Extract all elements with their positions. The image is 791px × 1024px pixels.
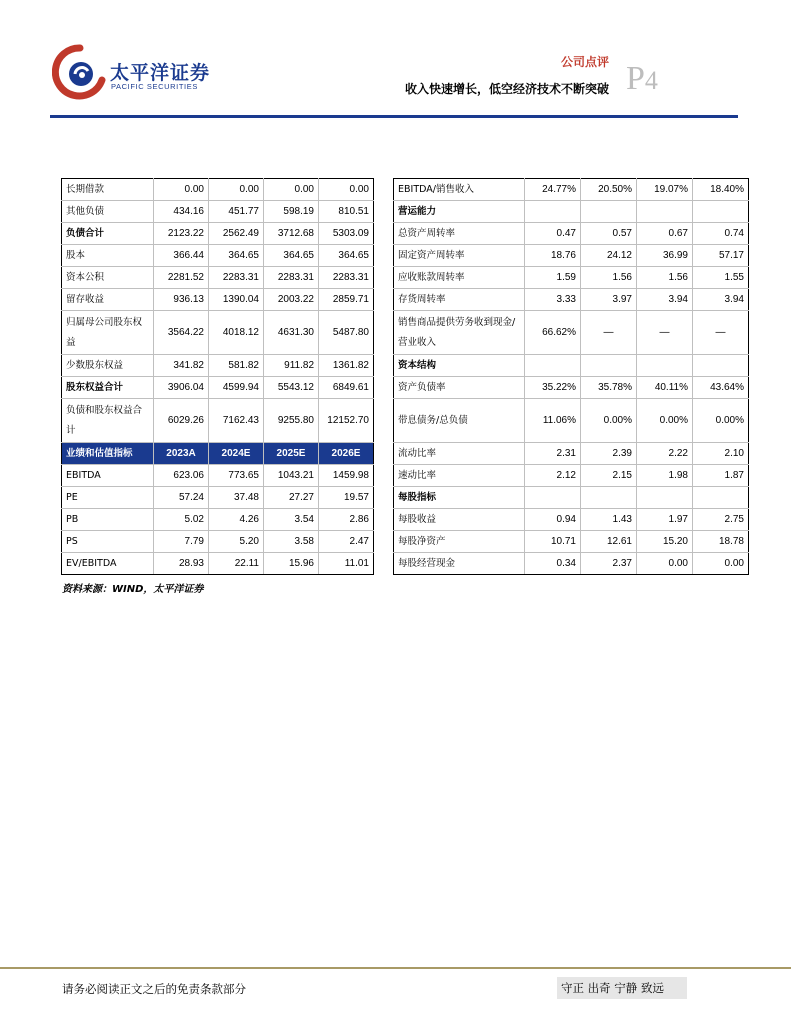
row-value: 18.78 xyxy=(693,531,749,553)
row-value: 5.20 xyxy=(209,531,264,553)
table-row xyxy=(394,355,749,377)
row-label: 每股收益 xyxy=(394,509,525,531)
row-value: 0.00 xyxy=(693,553,749,575)
row-value: 0.00 xyxy=(209,179,264,201)
row-value: 3712.68 xyxy=(264,223,319,245)
row-value: 1.43 xyxy=(581,509,637,531)
row-label: EV/EBITDA xyxy=(62,553,154,575)
row-value: 1.98 xyxy=(637,465,693,487)
row-value: 0.67 xyxy=(637,223,693,245)
row-value xyxy=(581,201,637,223)
row-value: 3.58 xyxy=(264,531,319,553)
row-value: 0.00% xyxy=(581,399,637,443)
table-row xyxy=(394,509,749,531)
row-value xyxy=(693,201,749,223)
row-label: 存货周转率 xyxy=(394,289,525,311)
table-row xyxy=(62,179,374,201)
row-value: 24.77% xyxy=(525,179,581,201)
row-value: 0.47 xyxy=(525,223,581,245)
page-number-value: 4 xyxy=(644,66,658,95)
report-type: 公司点评 xyxy=(560,55,609,69)
row-value: 2024E xyxy=(209,443,264,465)
table-row xyxy=(62,553,374,575)
row-value: 911.82 xyxy=(264,355,319,377)
row-value: 2.31 xyxy=(525,443,581,465)
row-value: 2.22 xyxy=(637,443,693,465)
row-value: 0.00% xyxy=(693,399,749,443)
row-value: — xyxy=(581,311,637,355)
row-label: PE xyxy=(62,487,154,509)
row-value: 0.00 xyxy=(319,179,374,201)
row-value: 1.97 xyxy=(637,509,693,531)
left-financial-table xyxy=(61,178,374,575)
row-value: 18.40% xyxy=(693,179,749,201)
row-value: 5543.12 xyxy=(264,377,319,399)
row-value: 2026E xyxy=(319,443,374,465)
row-value: 4.26 xyxy=(209,509,264,531)
table-row xyxy=(394,201,749,223)
row-value: 19.07% xyxy=(637,179,693,201)
row-value xyxy=(693,355,749,377)
table-row xyxy=(394,443,749,465)
table-row xyxy=(62,355,374,377)
row-label: 每股指标 xyxy=(394,487,525,509)
table-row xyxy=(62,443,374,465)
page-prefix: P xyxy=(626,60,645,97)
table-row xyxy=(62,245,374,267)
row-value: 2003.22 xyxy=(264,289,319,311)
row-value xyxy=(581,487,637,509)
row-value: 7.79 xyxy=(154,531,209,553)
row-value: 341.82 xyxy=(154,355,209,377)
row-value: 581.82 xyxy=(209,355,264,377)
row-value: 2023A xyxy=(154,443,209,465)
table-row xyxy=(394,465,749,487)
table-row xyxy=(394,399,749,443)
table-row xyxy=(62,311,374,355)
page-number xyxy=(626,62,658,96)
row-label: 负债合计 xyxy=(62,223,154,245)
row-label: 销售商品提供劳务收到现金/营业收入 xyxy=(394,311,525,355)
table-row xyxy=(394,377,749,399)
row-value: 2283.31 xyxy=(319,267,374,289)
row-value: 43.64% xyxy=(693,377,749,399)
row-value xyxy=(693,487,749,509)
row-value: 364.65 xyxy=(209,245,264,267)
row-label: 资本公积 xyxy=(62,267,154,289)
table-row xyxy=(394,179,749,201)
row-value: 2.15 xyxy=(581,465,637,487)
row-value: 364.65 xyxy=(319,245,374,267)
row-value: 598.19 xyxy=(264,201,319,223)
row-value: 2.75 xyxy=(693,509,749,531)
row-label: 流动比率 xyxy=(394,443,525,465)
row-value: 3.54 xyxy=(264,509,319,531)
table-row xyxy=(394,311,749,355)
row-label: 股本 xyxy=(62,245,154,267)
row-value: 0.34 xyxy=(525,553,581,575)
row-value: 936.13 xyxy=(154,289,209,311)
data-source-note: 资料来源：WIND，太平洋证券 xyxy=(62,584,204,595)
row-value: 1.87 xyxy=(693,465,749,487)
row-label: 其他负债 xyxy=(62,201,154,223)
row-value: 40.11% xyxy=(637,377,693,399)
row-value xyxy=(637,355,693,377)
row-value: 5303.09 xyxy=(319,223,374,245)
row-value: 9255.80 xyxy=(264,399,319,443)
row-value: 3.97 xyxy=(581,289,637,311)
row-value: 623.06 xyxy=(154,465,209,487)
row-value: 19.57 xyxy=(319,487,374,509)
row-value: 0.00 xyxy=(637,553,693,575)
row-value: 10.71 xyxy=(525,531,581,553)
row-label: 长期借款 xyxy=(62,179,154,201)
table-row xyxy=(62,223,374,245)
right-financial-table xyxy=(393,178,749,575)
row-value: 5.02 xyxy=(154,509,209,531)
row-label: EBITDA/销售收入 xyxy=(394,179,525,201)
row-value xyxy=(637,487,693,509)
row-value: 434.16 xyxy=(154,201,209,223)
company-motto: 守正 出奇 宁静 致远 xyxy=(557,977,687,999)
row-value: 810.51 xyxy=(319,201,374,223)
row-value: 0.00% xyxy=(637,399,693,443)
row-value: 0.94 xyxy=(525,509,581,531)
row-value: 0.74 xyxy=(693,223,749,245)
row-value: 6849.61 xyxy=(319,377,374,399)
row-value: 2.86 xyxy=(319,509,374,531)
row-value: 35.78% xyxy=(581,377,637,399)
row-label: 留存收益 xyxy=(62,289,154,311)
table-row xyxy=(62,399,374,443)
row-label: 固定资产周转率 xyxy=(394,245,525,267)
row-value: 2562.49 xyxy=(209,223,264,245)
row-label: 股东权益合计 xyxy=(62,377,154,399)
logo-text-en: PACIFIC SECURITIES xyxy=(111,82,198,91)
row-value: 12152.70 xyxy=(319,399,374,443)
row-value: — xyxy=(637,311,693,355)
row-label: EBITDA xyxy=(62,465,154,487)
row-value: 2859.71 xyxy=(319,289,374,311)
row-value: 11.01 xyxy=(319,553,374,575)
row-value: 364.65 xyxy=(264,245,319,267)
table-row xyxy=(394,289,749,311)
row-value: 4018.12 xyxy=(209,311,264,355)
row-value: 2283.31 xyxy=(209,267,264,289)
row-value: 37.48 xyxy=(209,487,264,509)
row-value: 2.47 xyxy=(319,531,374,553)
row-label: 总资产周转率 xyxy=(394,223,525,245)
row-value: 2.10 xyxy=(693,443,749,465)
row-value: 3.94 xyxy=(693,289,749,311)
row-value: 1459.98 xyxy=(319,465,374,487)
row-value: 2.37 xyxy=(581,553,637,575)
table-row xyxy=(394,487,749,509)
table-row xyxy=(394,223,749,245)
row-value: 0.00 xyxy=(154,179,209,201)
row-label: 少数股东权益 xyxy=(62,355,154,377)
row-value: 12.61 xyxy=(581,531,637,553)
row-value: 4599.94 xyxy=(209,377,264,399)
row-value: 6029.26 xyxy=(154,399,209,443)
row-label: PS xyxy=(62,531,154,553)
row-value: 3.94 xyxy=(637,289,693,311)
row-label: 营运能力 xyxy=(394,201,525,223)
company-logo xyxy=(52,44,211,104)
table-row xyxy=(394,245,749,267)
row-value: 0.00 xyxy=(264,179,319,201)
row-value: 1043.21 xyxy=(264,465,319,487)
row-value: 35.22% xyxy=(525,377,581,399)
row-value: 366.44 xyxy=(154,245,209,267)
row-label: 应收账款周转率 xyxy=(394,267,525,289)
row-value: 2281.52 xyxy=(154,267,209,289)
row-value: 11.06% xyxy=(525,399,581,443)
table-row xyxy=(62,509,374,531)
disclaimer-text: 请务必阅读正文之后的免责条款部分 xyxy=(62,982,246,996)
row-value: 28.93 xyxy=(154,553,209,575)
table-row xyxy=(62,289,374,311)
table-row xyxy=(394,267,749,289)
table-row xyxy=(62,487,374,509)
row-label: 带息债务/总负债 xyxy=(394,399,525,443)
row-value: 3906.04 xyxy=(154,377,209,399)
row-value: 4631.30 xyxy=(264,311,319,355)
row-label: 归属母公司股东权益 xyxy=(62,311,154,355)
footer-divider xyxy=(0,967,791,969)
row-value: 18.76 xyxy=(525,245,581,267)
table-row xyxy=(394,553,749,575)
row-value: 15.20 xyxy=(637,531,693,553)
row-value: 20.50% xyxy=(581,179,637,201)
row-value xyxy=(581,355,637,377)
row-value: 2123.22 xyxy=(154,223,209,245)
row-value: 0.57 xyxy=(581,223,637,245)
report-headline: 收入快速增长，低空经济技术不断突破 xyxy=(404,82,609,96)
row-value: 1390.04 xyxy=(209,289,264,311)
row-value: 1361.82 xyxy=(319,355,374,377)
row-value: 2025E xyxy=(264,443,319,465)
row-value: 773.65 xyxy=(209,465,264,487)
row-label: PB xyxy=(62,509,154,531)
row-value xyxy=(637,201,693,223)
row-label: 每股经营现金 xyxy=(394,553,525,575)
row-value: 1.59 xyxy=(525,267,581,289)
row-value: 24.12 xyxy=(581,245,637,267)
row-value: 2.39 xyxy=(581,443,637,465)
row-value: 2.12 xyxy=(525,465,581,487)
row-label: 每股净资产 xyxy=(394,531,525,553)
header-divider xyxy=(50,115,738,118)
table-row xyxy=(62,267,374,289)
row-value: 66.62% xyxy=(525,311,581,355)
row-label: 业绩和估值指标 xyxy=(62,443,154,465)
row-value: 15.96 xyxy=(264,553,319,575)
row-value: 1.56 xyxy=(637,267,693,289)
row-value: 451.77 xyxy=(209,201,264,223)
row-label: 速动比率 xyxy=(394,465,525,487)
row-value: 2283.31 xyxy=(264,267,319,289)
row-value: 3.33 xyxy=(525,289,581,311)
row-value: 22.11 xyxy=(209,553,264,575)
table-row xyxy=(62,531,374,553)
row-value: — xyxy=(693,311,749,355)
row-value xyxy=(525,355,581,377)
row-label: 资本结构 xyxy=(394,355,525,377)
row-value: 36.99 xyxy=(637,245,693,267)
table-row xyxy=(62,377,374,399)
table-row xyxy=(62,201,374,223)
row-value: 3564.22 xyxy=(154,311,209,355)
row-value: 5487.80 xyxy=(319,311,374,355)
row-value: 1.56 xyxy=(581,267,637,289)
row-value xyxy=(525,487,581,509)
pacific-logo-icon xyxy=(52,44,108,100)
logo-text-cn: 太平洋证券 xyxy=(110,62,211,84)
row-value: 57.17 xyxy=(693,245,749,267)
row-value: 1.55 xyxy=(693,267,749,289)
row-value: 7162.43 xyxy=(209,399,264,443)
row-label: 负债和股东权益合计 xyxy=(62,399,154,443)
row-value xyxy=(525,201,581,223)
table-row xyxy=(62,465,374,487)
row-label: 资产负债率 xyxy=(394,377,525,399)
table-row xyxy=(394,531,749,553)
row-value: 27.27 xyxy=(264,487,319,509)
row-value: 57.24 xyxy=(154,487,209,509)
